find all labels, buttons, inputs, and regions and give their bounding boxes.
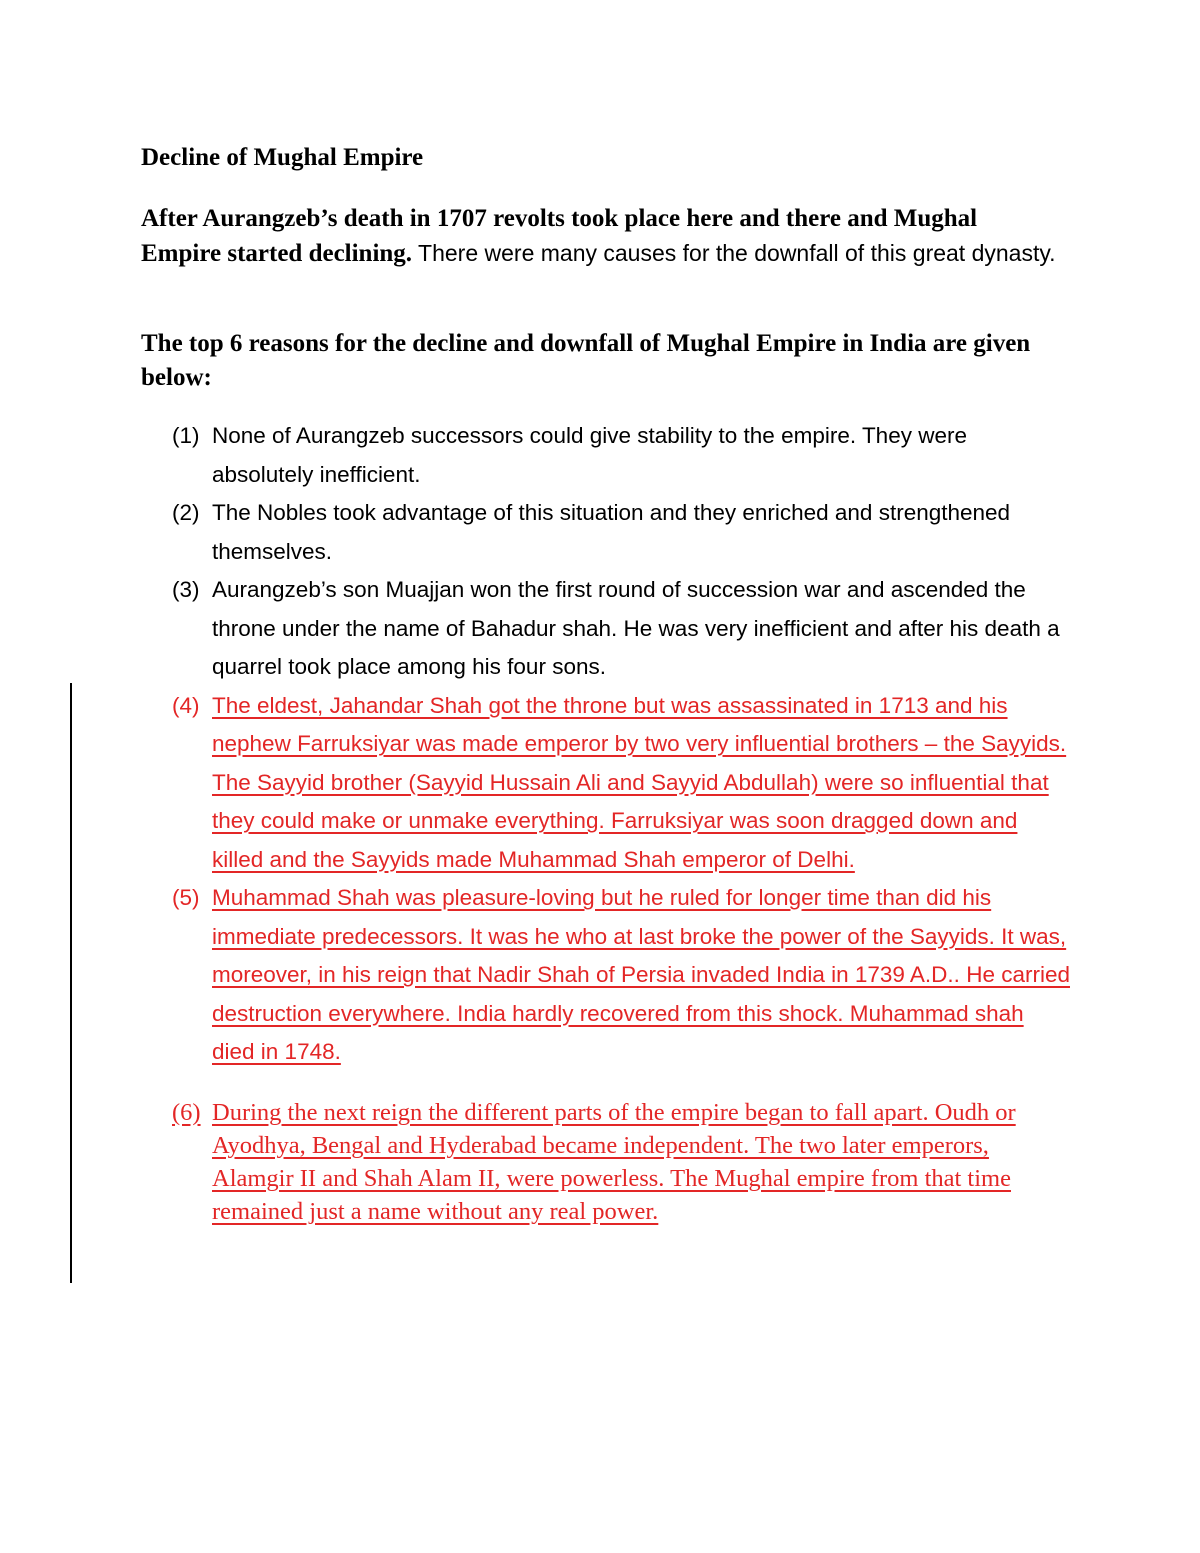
list-item-number: (1)	[172, 423, 200, 448]
list-item	[172, 494, 1072, 571]
intro-paragraph	[141, 202, 1061, 271]
revision-change-bar	[70, 683, 72, 1283]
list-item-tracked-change	[172, 1096, 1072, 1228]
list-item-tracked-change	[172, 879, 1072, 1072]
intro-regular-text: There were many causes for the downfall of this great dynasty.	[412, 240, 1056, 266]
list-item-text: During the next reign the different parts of the empire began to fall apart. Oudh or Ayodhya, Bengal and Hyderabad became independent. The two later emperors, Alamgir II and Shah Alam II, were powerless. The Mughal empire from that time remained just a name without any real power.	[212, 1098, 1016, 1225]
list-item-number: (3)	[172, 577, 200, 602]
document-title: Decline of Mughal Empire	[141, 144, 424, 171]
list-item-tracked-change	[172, 687, 1072, 880]
list-item	[172, 571, 1072, 687]
list-item-text: None of Aurangzeb successors could give stability to the empire. They were absolutely inefficient.	[212, 423, 967, 487]
reasons-heading: The top 6 reasons for the decline and downfall of Mughal Empire in India are given below:	[141, 330, 1031, 391]
intro-bold-text: After Aurangzeb’s death in 1707 revolts took place here and there and Mughal Empire started declining.	[141, 205, 978, 267]
list-item-number: (6)	[172, 1098, 201, 1126]
list-item-number: (4)	[172, 692, 200, 718]
reasons-list	[172, 417, 1072, 1228]
list-item-text: The Nobles took advantage of this situation and they enriched and strengthened themselves.	[212, 500, 1011, 564]
list-item	[172, 417, 1072, 494]
list-item-text: Aurangzeb’s son Muajjan won the first round of succession war and ascended the throne under the name of Bahadur shah. He was very inefficient and after his death a quarrel took place among his four sons.	[212, 577, 1060, 679]
list-item-number: (5)	[172, 885, 200, 910]
list-item-text: Muhammad Shah was pleasure-loving but he ruled for longer time than did his immediate predecessors. It was he who at last broke the power of the Sayyids. It was, moreover, in his reign that Nadir Shah of Persia invaded India in 1739 A.D.. He carried destruction everywhere. India hardly recovered from this shock. Muhammad shah died in 1748.	[212, 885, 1070, 1064]
list-item-number: (2)	[172, 500, 200, 525]
list-item-text: The eldest, Jahandar Shah got the throne but was assassinated in 1713 and his nephew Farruksiyar was made emperor by two very influential brothers – the Sayyids. The Sayyid brother (Sayyid Hussain Ali and Sayyid Abdullah) were so influential that they could make or unmake everything. Farruksiyar was soon dragged down and killed and the Sayyids made Muhammad Shah emperor of Delhi.	[212, 692, 1067, 872]
